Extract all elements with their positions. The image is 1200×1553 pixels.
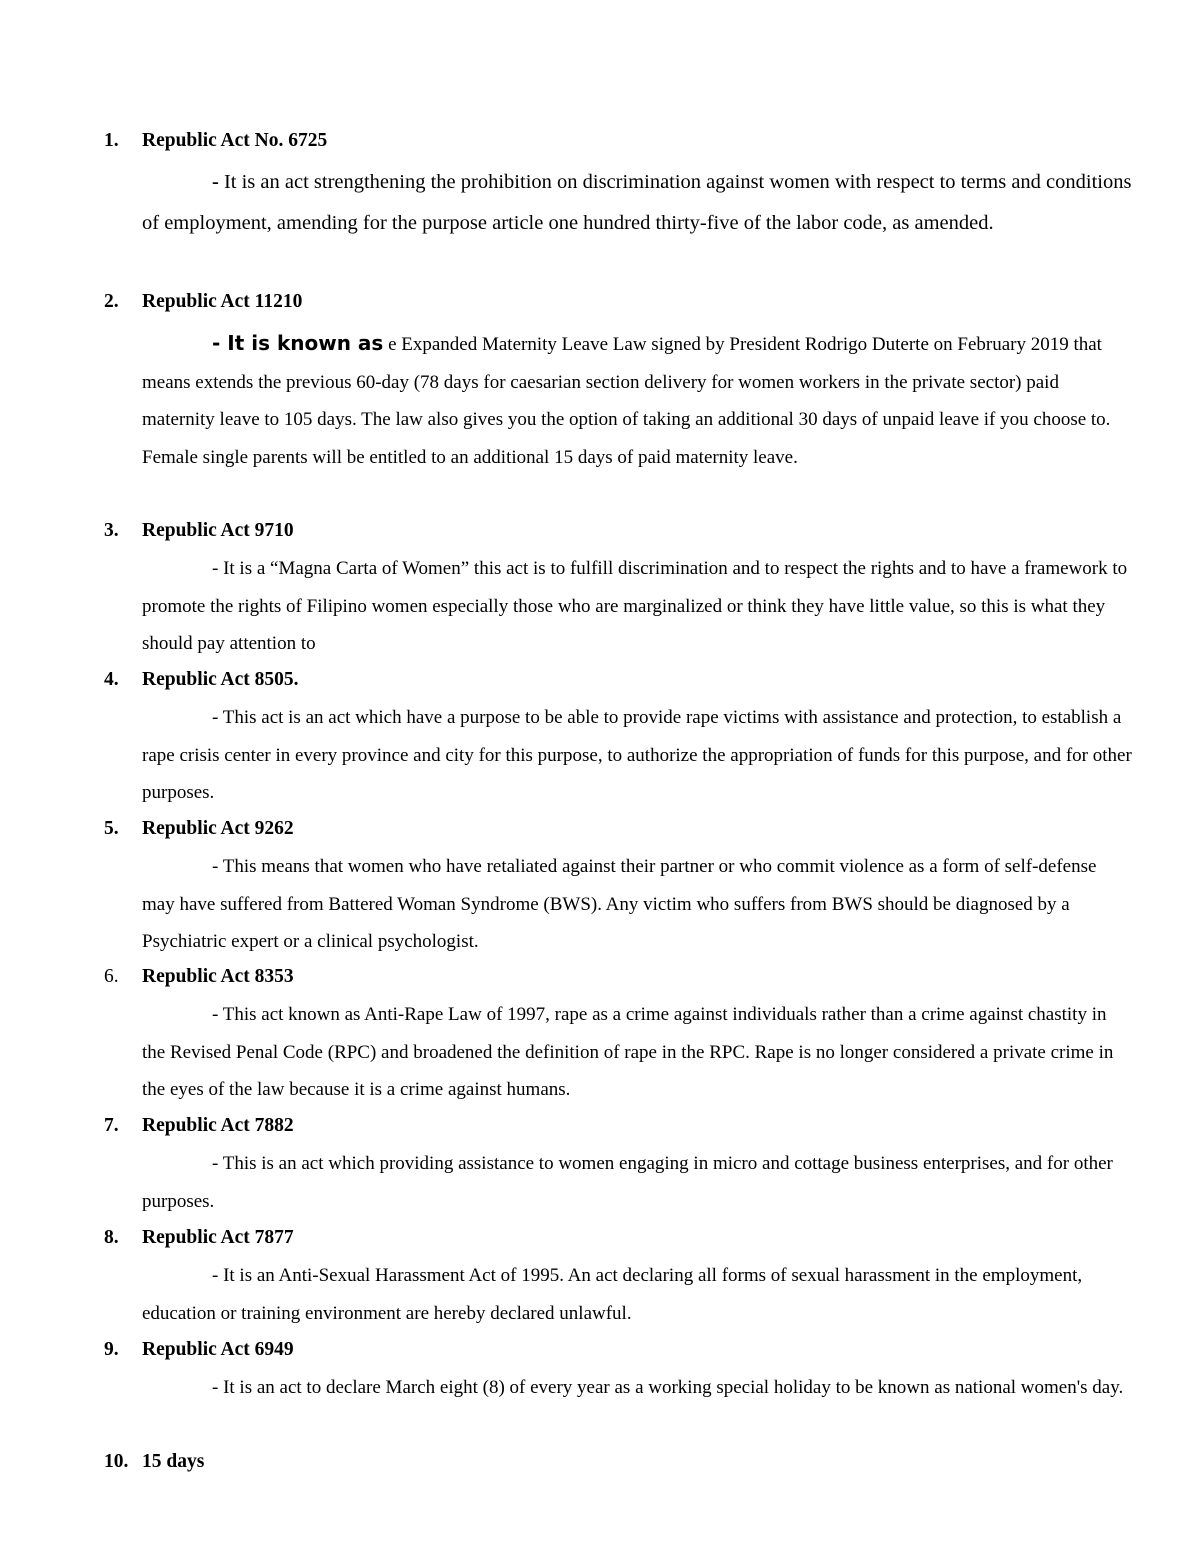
item-body-1 bbox=[142, 162, 1132, 244]
item-text: - This means that women who have retaliated against their partner or who commit violence as a form of self-defense may have suffered from Battered Woman Syndrome (BWS). Any victim who suffers from BWS should be diagnosed by a Psychiatric expert or a clinical psychologist. bbox=[142, 856, 1097, 952]
item-lead: - bbox=[212, 171, 219, 193]
item-title: Republic Act 8505. bbox=[142, 669, 299, 690]
item-text: - It is a “Magna Carta of Women” this act is to fulfill discrimination and to respect the rights and to have a framework to promote the rights of Filipino women especially those who are marginalized or think they have little value, so this is what they should pay attention to bbox=[142, 558, 1128, 654]
item-title: Republic Act 7882 bbox=[142, 1115, 294, 1136]
item-body-7 bbox=[142, 1145, 1132, 1220]
item-number: 3. bbox=[104, 520, 119, 541]
item-number: 5. bbox=[104, 818, 119, 839]
item-title: Republic Act 6949 bbox=[142, 1339, 294, 1360]
item-body-2 bbox=[142, 325, 1132, 476]
item-body-3 bbox=[142, 550, 1132, 663]
item-title: Republic Act 11210 bbox=[142, 291, 303, 312]
item-title: Republic Act 8353 bbox=[142, 966, 294, 987]
item-number: 1. bbox=[104, 130, 119, 151]
item-body-8 bbox=[142, 1257, 1132, 1332]
item-body-6 bbox=[142, 996, 1132, 1109]
item-number: 7. bbox=[104, 1115, 119, 1136]
item-text: - This act is an act which have a purpose to be able to provide rape victims with assistance and protection, to establish a rape crisis center in every province and city for this purpose, to authorize the appropriation of funds for this purpose, and for other purposes. bbox=[142, 707, 1132, 803]
item-text: - This is an act which providing assistance to women engaging in micro and cottage business enterprises, and for other purposes. bbox=[142, 1153, 1113, 1212]
item-text: - It is an act to declare March eight (8) of every year as a working special holiday to be known as national women's day. bbox=[212, 1377, 1124, 1398]
item-number: 10. bbox=[104, 1451, 129, 1472]
item-number: 4. bbox=[104, 669, 119, 690]
item-title: Republic Act No. 6725 bbox=[142, 130, 328, 151]
item-title: 15 days bbox=[142, 1451, 205, 1472]
item-number: 9. bbox=[104, 1339, 119, 1360]
item-title: Republic Act 9710 bbox=[142, 520, 294, 541]
item-text: It is an act strengthening the prohibition on discrimination against women with respect to terms and conditions of employment, amending for the purpose article one hundred thirty-five of the labor code, as amended. bbox=[142, 171, 1132, 234]
item-text: e Expanded Maternity Leave Law signed by President Rodrigo Duterte on February 2019 that means extends the previous 60-day (78 days for caesarian section delivery for women workers in the private sector) paid maternity leave to 105 days. The law also gives you the option of taking an additional 30 days of unpaid leave if you choose to. Female single parents will be entitled to an additional 15 days of paid maternity leave. bbox=[142, 334, 1111, 468]
item-body-4 bbox=[142, 699, 1132, 812]
item-body-9 bbox=[142, 1369, 1132, 1407]
item-lead: - It is known as bbox=[212, 331, 384, 355]
item-text: - It is an Anti-Sexual Harassment Act of 1995. An act declaring all forms of sexual harassment in the employment, education or training environment are hereby declared unlawful. bbox=[142, 1265, 1083, 1324]
item-text: - This act known as Anti-Rape Law of 1997, rape as a crime against individuals rather than a crime against chastity in the Revised Penal Code (RPC) and broadened the definition of rape in the RPC. Rape is no longer considered a private crime in the eyes of the law because it is a crime against humans. bbox=[142, 1004, 1114, 1100]
item-body-5 bbox=[142, 848, 1132, 961]
item-number: 2. bbox=[104, 291, 119, 312]
item-number: 6. bbox=[104, 966, 119, 987]
item-number: 8. bbox=[104, 1227, 119, 1248]
item-title: Republic Act 7877 bbox=[142, 1227, 294, 1248]
item-title: Republic Act 9262 bbox=[142, 818, 294, 839]
